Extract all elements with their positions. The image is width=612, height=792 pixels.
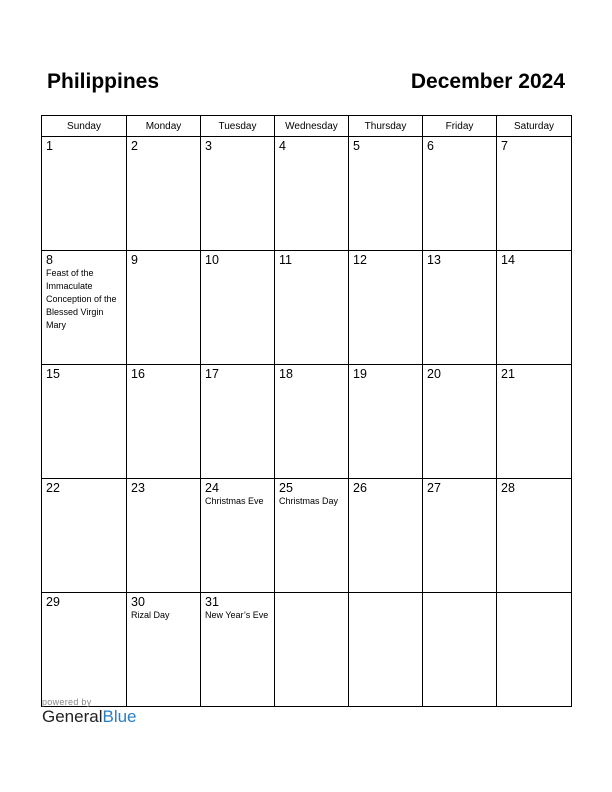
day-number: 28 <box>501 481 515 495</box>
day-number: 14 <box>501 253 515 267</box>
brand-general: General <box>42 707 103 726</box>
month-year-title: December 2024 <box>410 70 565 93</box>
day-number: 1 <box>46 139 53 153</box>
day-cell <box>275 593 349 707</box>
day-cell <box>42 365 127 479</box>
day-number: 21 <box>501 367 515 381</box>
day-cell <box>423 479 497 593</box>
day-number: 16 <box>131 367 145 381</box>
day-number: 9 <box>131 253 138 267</box>
day-number: 8 <box>46 253 53 267</box>
day-number: 25 <box>279 481 293 495</box>
day-cell <box>275 365 349 479</box>
day-cell <box>201 365 275 479</box>
weekday-saturday: Saturday <box>497 116 572 137</box>
calendar-grid <box>41 115 572 707</box>
weekday-monday: Monday <box>127 116 201 137</box>
day-cell <box>497 479 572 593</box>
powered-by-label: powered by <box>42 697 92 707</box>
day-cell <box>127 365 201 479</box>
weekday-sunday: Sunday <box>42 116 127 137</box>
holiday-label: Christmas Eve <box>205 496 264 506</box>
holiday-label: New Year’s Eve <box>205 610 269 620</box>
holiday-label: Rizal Day <box>131 610 170 620</box>
week-row <box>42 479 572 593</box>
day-number: 11 <box>279 253 292 267</box>
day-cell <box>349 593 423 707</box>
day-number: 19 <box>353 367 367 381</box>
day-number: 3 <box>205 139 212 153</box>
day-number: 4 <box>279 139 286 153</box>
week-row <box>42 365 572 479</box>
week-row <box>42 251 572 365</box>
day-cell <box>201 251 275 365</box>
day-cell <box>127 251 201 365</box>
day-cell <box>42 137 127 251</box>
day-number: 15 <box>46 367 60 381</box>
day-number: 10 <box>205 253 219 267</box>
day-cell <box>497 593 572 707</box>
day-cell <box>201 137 275 251</box>
day-cell <box>42 251 127 365</box>
day-cell <box>275 251 349 365</box>
day-number: 29 <box>46 595 60 609</box>
day-cell <box>423 365 497 479</box>
day-number: 31 <box>205 595 219 609</box>
footer-branding <box>42 697 137 727</box>
weekday-header-row <box>42 116 572 137</box>
day-number: 18 <box>279 367 293 381</box>
day-number: 13 <box>427 253 441 267</box>
day-number: 22 <box>46 481 60 495</box>
week-row <box>42 593 572 707</box>
day-cell <box>201 479 275 593</box>
day-number: 24 <box>205 481 219 495</box>
day-cell <box>497 251 572 365</box>
day-cell <box>349 365 423 479</box>
day-number: 5 <box>353 139 360 153</box>
day-number: 23 <box>131 481 145 495</box>
day-cell <box>349 137 423 251</box>
day-cell <box>42 479 127 593</box>
day-cell <box>127 479 201 593</box>
holiday-label: Feast of the Immaculate Conception of the Blessed Virgin Mary <box>46 268 117 330</box>
day-number: 26 <box>353 481 367 495</box>
day-number: 2 <box>131 139 138 153</box>
weekday-wednesday: Wednesday <box>275 116 349 137</box>
weekday-friday: Friday <box>423 116 497 137</box>
day-cell <box>423 593 497 707</box>
brand-logo <box>42 707 137 727</box>
day-number: 30 <box>131 595 145 609</box>
day-number: 27 <box>427 481 441 495</box>
day-cell <box>42 593 127 707</box>
day-cell <box>349 251 423 365</box>
day-cell <box>275 137 349 251</box>
holiday-label: Christmas Day <box>279 496 339 506</box>
weekday-tuesday: Tuesday <box>201 116 275 137</box>
brand-blue: Blue <box>102 707 137 726</box>
week-row <box>42 137 572 251</box>
day-cell <box>127 137 201 251</box>
day-cell <box>423 251 497 365</box>
day-cell <box>349 479 423 593</box>
day-number: 12 <box>353 253 367 267</box>
day-cell <box>497 365 572 479</box>
day-cell <box>497 137 572 251</box>
day-number: 7 <box>501 139 508 153</box>
day-cell <box>275 479 349 593</box>
day-cell <box>201 593 275 707</box>
day-cell <box>127 593 201 707</box>
day-number: 17 <box>205 367 219 381</box>
country-title: Philippines <box>47 70 160 93</box>
day-number: 6 <box>427 139 434 153</box>
day-number: 20 <box>427 367 441 381</box>
weekday-thursday: Thursday <box>349 116 423 137</box>
day-cell <box>423 137 497 251</box>
